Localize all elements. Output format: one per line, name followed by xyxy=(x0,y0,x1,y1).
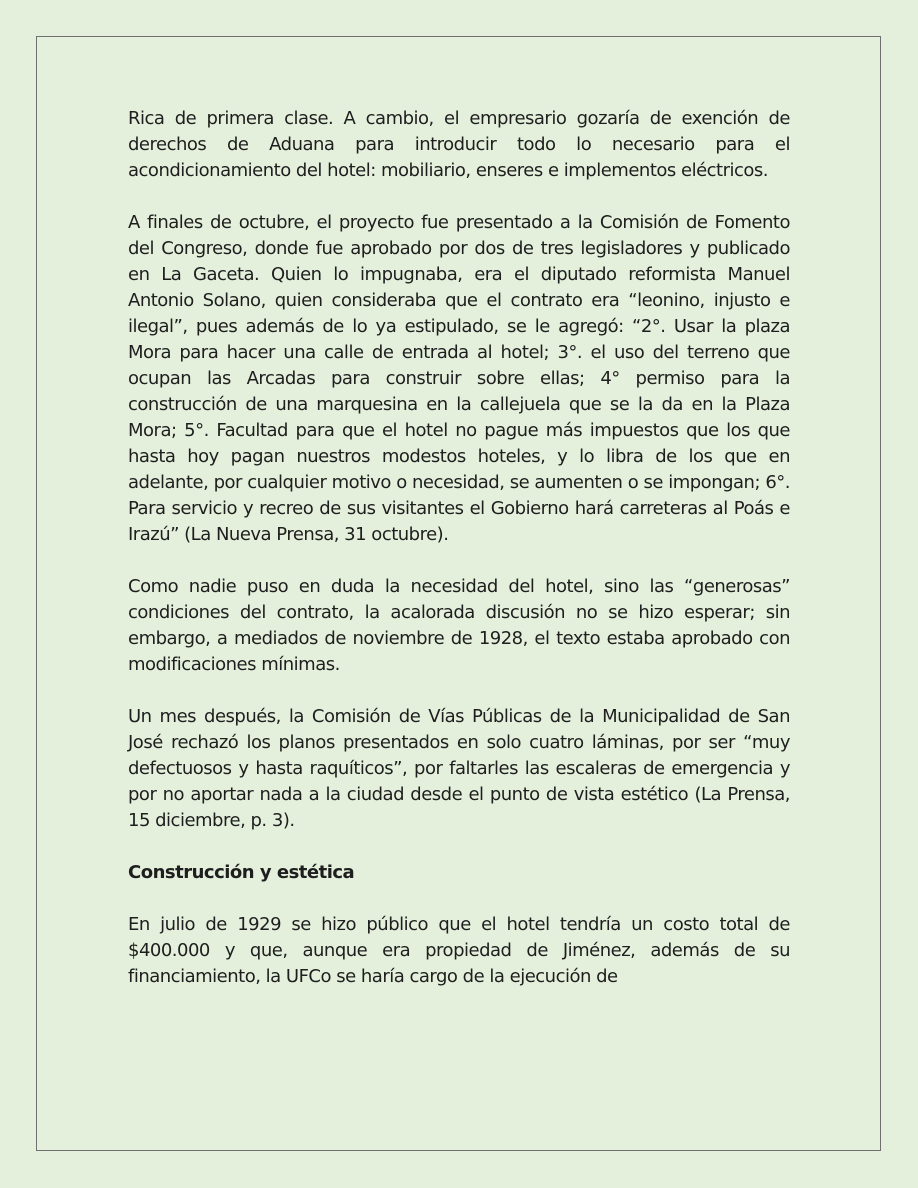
paragraph-rica-primera-clase: Rica de primera clase. A cambio, el empresario gozaría de exención de derechos de Aduana para introducir todo lo necesario para el acondicionamiento del hotel: mobiliario, enseres e implementos eléctricos. xyxy=(128,108,790,181)
paragraph-vias-publicas: Un mes después, la Comisión de Vías Públicas de la Municipalidad de San José rechazó los planos presentados en solo cuatro láminas, por ser “muy defectuosos y hasta raquíticos”, por faltarles las escaleras de emergencia y por no aportar nada a la ciudad desde el punto de vista estético (La Prensa, 15 diciembre, p. 3). xyxy=(128,706,790,831)
text-column xyxy=(128,106,790,1016)
paragraph-finales-octubre: A finales de octubre, el proyecto fue presentado a la Comisión de Fomento del Congreso, donde fue aprobado por dos de tres legisladores y publicado en La Gaceta. Quien lo impugnaba, era el diputado reformista Manuel Antonio Solano, quien consideraba que el contrato era “leonino, injusto e ilegal”, pues además de lo ya estipulado, se le agregó: “2°. Usar la plaza Mora para hacer una calle de entrada al hotel; 3°. el uso del terreno que ocupan las Arcadas para construir sobre ellas; 4° permiso para la construcción de una marquesina en la callejuela que se la da en la Plaza Mora; 5°. Facultad para que el hotel no pague más impuestos que los que hasta hoy pagan nuestros modestos hoteles, y lo libra de los que en adelante, por cualquier motivo o necesidad, se aumenten o se impongan; 6°. Para servicio y recreo de sus visitantes el Gobierno hará carreteras al Poás e Irazú” (La Nueva Prensa, 31 octubre). xyxy=(128,212,790,545)
section-heading: Construcción y estética xyxy=(128,862,355,883)
paragraph-necesidad-hotel: Como nadie puso en duda la necesidad del hotel, sino las “generosas” condiciones del contrato, la acalorada discusión no se hizo esperar; sin embargo, a mediados de noviembre de 1928, el texto estaba aprobado con modificaciones mínimas. xyxy=(128,576,790,675)
paragraph-julio-1929: En julio de 1929 se hizo público que el hotel tendría un costo total de $400.000 y que, aunque era propiedad de Jiménez, además de su financiamiento, la UFCo se haría cargo de la ejecución de xyxy=(128,914,790,987)
